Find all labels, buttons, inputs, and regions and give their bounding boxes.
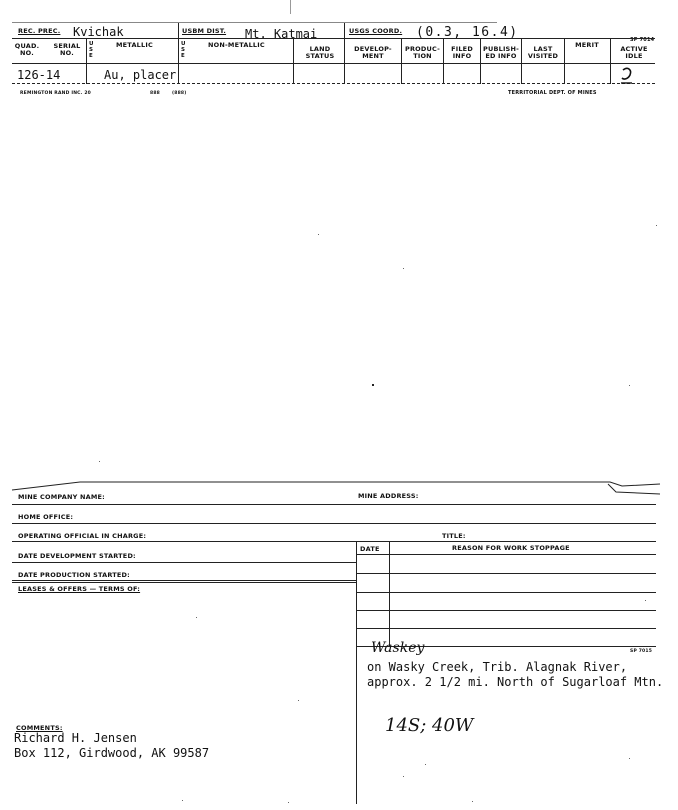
- rule: [12, 582, 356, 583]
- mine-company-label: MINE COMPANY NAME:: [18, 493, 105, 501]
- rule: [12, 580, 356, 581]
- rule: [356, 592, 656, 593]
- date-development-label: DATE DEVELOPMENT STARTED:: [18, 552, 136, 560]
- footer-code2: (888): [172, 91, 187, 96]
- footer-remington: REMINGTON RAND INC. 20: [20, 91, 91, 96]
- title-label: TITLE:: [442, 532, 466, 540]
- usgs-coord-value: (0.3, 16.4): [416, 25, 519, 40]
- divider: [344, 22, 345, 38]
- scan-dot: [629, 758, 630, 759]
- handwritten-township-range: 14S; 40W: [385, 715, 474, 736]
- card-top-edge: [10, 478, 668, 498]
- header-active-idle: ACTIVE IDLE: [620, 45, 648, 60]
- location-line-2: approx. 2 1/2 mi. North of Sugarloaf Mtn.: [367, 675, 664, 689]
- scan-dot: [645, 600, 646, 601]
- header-merit: MERIT: [575, 41, 599, 49]
- active-check-mark-icon: [618, 66, 642, 86]
- form-number-bottom: SP 7015: [630, 649, 653, 654]
- scan-dot: [298, 700, 299, 701]
- divider: [86, 38, 87, 84]
- rule: [356, 554, 656, 555]
- rule: [12, 523, 656, 524]
- footer-code1: 888: [150, 91, 160, 96]
- location-line-1: on Wasky Creek, Trib. Alagnak River,: [367, 660, 628, 674]
- scan-dot: [403, 268, 404, 269]
- scan-dot: [629, 385, 630, 386]
- scan-dot: [182, 800, 183, 801]
- divider: [521, 38, 522, 84]
- punch-mark: [290, 0, 291, 14]
- scan-dot: [372, 384, 374, 386]
- header-non-metallic: NON-METALLIC: [208, 41, 265, 49]
- rule: [12, 562, 356, 563]
- header-use-nonmetallic: USE: [181, 41, 186, 59]
- rule: [12, 63, 655, 64]
- divider: [564, 38, 565, 84]
- comments-label: COMMENTS:: [16, 724, 63, 732]
- divider: [178, 22, 179, 38]
- comments-line-2: Box 112, Girdwood, AK 99587: [14, 746, 210, 760]
- header-production: PRODUC-TION: [405, 45, 440, 60]
- home-office-label: HOME OFFICE:: [18, 513, 74, 521]
- usgs-coord-label: USGS COORD.: [349, 27, 403, 35]
- rec-prec-label: REC. PREC.: [18, 27, 61, 35]
- operating-official-label: OPERATING OFFICIAL IN CHARGE:: [18, 532, 147, 540]
- scan-dot: [403, 776, 404, 777]
- divider: [356, 541, 357, 804]
- rec-prec-value: Kvichak: [73, 25, 124, 39]
- date-col-label: DATE: [360, 545, 380, 553]
- header-quad-no: QUAD. NO.: [14, 42, 40, 57]
- divider: [610, 38, 611, 84]
- metallic-value: Au, placer: [104, 68, 177, 82]
- scan-dot: [99, 461, 100, 462]
- divider: [389, 541, 390, 647]
- rule: [12, 504, 656, 505]
- divider: [480, 38, 481, 84]
- divider: [178, 38, 179, 84]
- leases-label: LEASES & OFFERS — TERMS OF:: [18, 585, 141, 593]
- rule: [12, 83, 655, 84]
- scan-dot: [472, 801, 473, 802]
- rule: [12, 22, 497, 23]
- header-development: DEVELOP-MENT: [354, 45, 392, 60]
- divider: [443, 38, 444, 84]
- rule: [356, 573, 656, 574]
- divider: [293, 38, 294, 84]
- form-number-top: SP 7014: [630, 37, 655, 43]
- usbm-dist-label: USBM DIST.: [182, 27, 227, 35]
- rule: [12, 541, 656, 542]
- header-published-info: PUBLISH-ED INFO: [483, 45, 519, 60]
- scan-dot: [425, 764, 426, 765]
- header-filed-info: FILED INFO: [451, 45, 473, 60]
- rule: [356, 628, 656, 629]
- divider: [401, 38, 402, 84]
- header-use-metallic: USE: [89, 41, 94, 59]
- reason-col-label: REASON FOR WORK STOPPAGE: [452, 544, 570, 552]
- scan-dot: [656, 225, 657, 226]
- mine-address-label: MINE ADDRESS:: [358, 492, 419, 500]
- header-metallic: METALLIC: [116, 41, 153, 49]
- comments-line-1: Richard H. Jensen: [14, 731, 137, 745]
- header-serial-no: SERIAL NO.: [53, 42, 81, 57]
- rule: [12, 38, 655, 39]
- scan-dot: [288, 802, 289, 803]
- date-production-label: DATE PRODUCTION STARTED:: [18, 571, 130, 579]
- usbm-dist-value: Mt. Katmai: [245, 27, 318, 41]
- header-land-status: LAND STATUS: [305, 45, 335, 60]
- header-last-visited: LAST VISITED: [527, 45, 559, 60]
- rule: [356, 610, 656, 611]
- handwritten-creek-name: Waskey: [371, 640, 425, 656]
- quad-serial-value: 126-14: [17, 68, 61, 82]
- divider: [344, 38, 345, 84]
- scan-dot: [196, 617, 197, 618]
- scan-dot: [318, 234, 319, 235]
- footer-territorial: TERRITORIAL DEPT. OF MINES: [508, 90, 597, 96]
